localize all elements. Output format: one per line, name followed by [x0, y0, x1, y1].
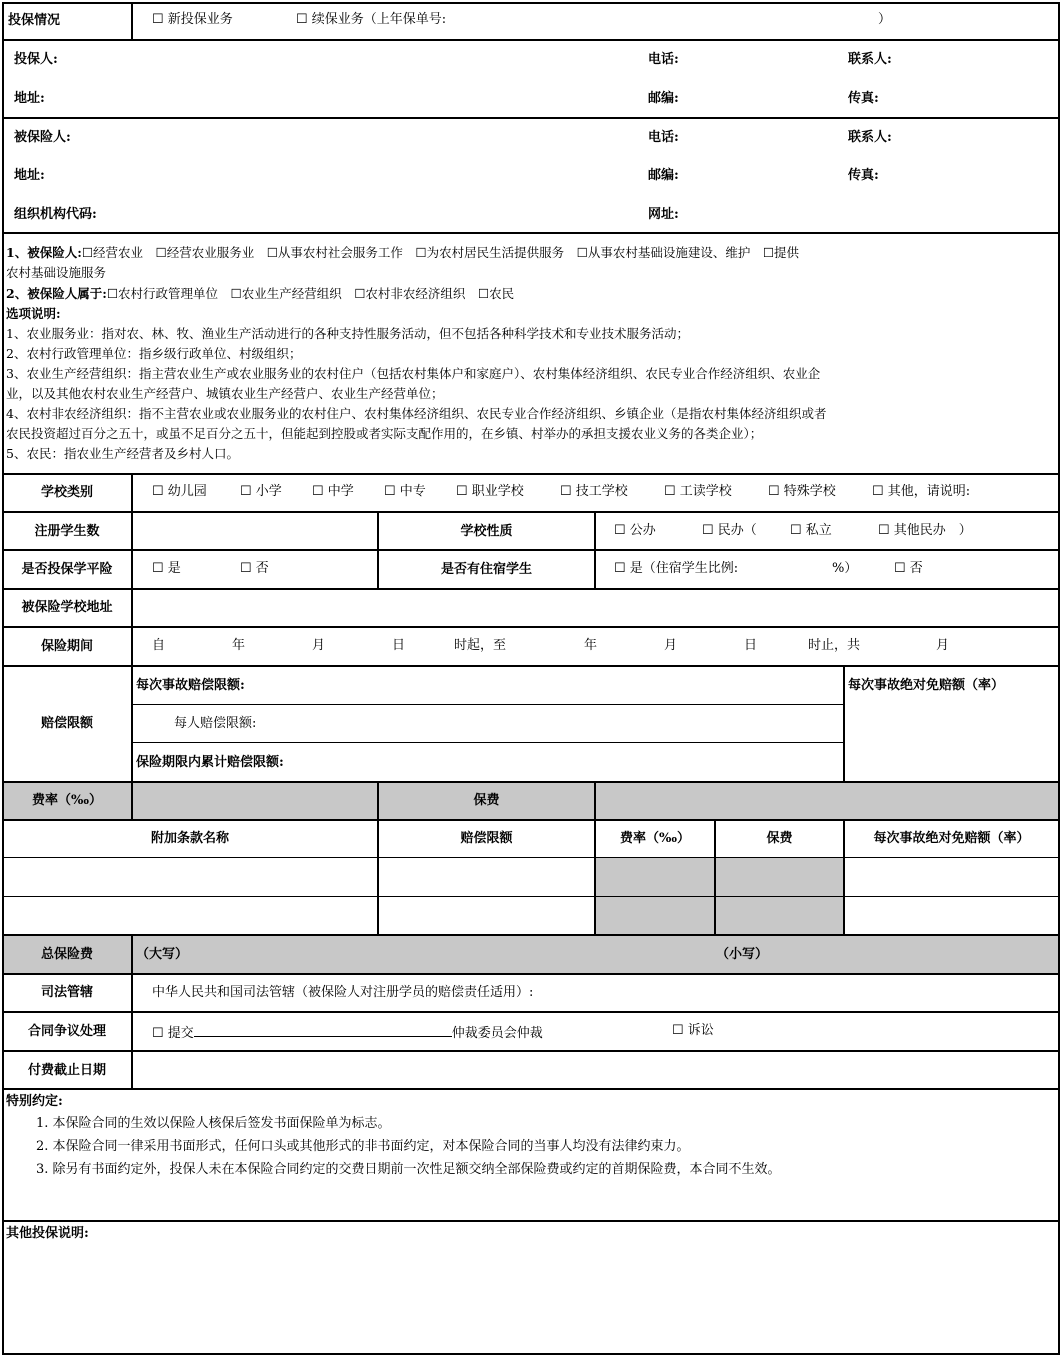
school-type-middle[interactable]: ☐ 中学: [312, 484, 354, 499]
col-rule: [131, 473, 133, 820]
explain-3a: 3、农业生产经营组织：指主营农业生产或农业服务业的农村住户（包括农村集体户和家庭户）、农村集体经济组织、农民专业合作经济组织、农业企: [6, 366, 821, 381]
col-rule: [131, 2, 133, 40]
peace-no-checkbox[interactable]: ☐ 否: [240, 561, 269, 576]
dispute-litigation-checkbox[interactable]: ☐ 诉讼: [672, 1023, 714, 1038]
rule: [2, 588, 1060, 590]
jurisdiction-text: 中华人民共和国司法管辖（被保险人对注册学员的赔偿责任适用）:: [152, 985, 534, 1000]
nature-private-checkbox[interactable]: ☐ 民办（: [702, 523, 757, 538]
insured-phone-label: 电话:: [648, 130, 679, 145]
special-agreement-label: 特别约定:: [6, 1094, 63, 1109]
rule: [2, 473, 1060, 475]
period-from: 自: [152, 638, 166, 653]
period-end-total: 时止，共: [808, 638, 861, 653]
rule: [2, 934, 1060, 936]
period-day-1: 日: [392, 638, 406, 653]
deductible-label: 每次事故绝对免赔额（率）: [848, 678, 1005, 693]
aggregate-limit-label: 保险期限内累计赔偿限额:: [136, 755, 284, 770]
renewal-close-paren: ）: [878, 12, 892, 27]
jurisdiction-label: 司法管辖: [40, 985, 93, 1000]
period-day-2: 日: [744, 638, 758, 653]
nature-public-checkbox[interactable]: ☐ 公办: [614, 523, 656, 538]
rule: [2, 549, 1060, 551]
total-capital-label: （大写）: [136, 947, 189, 962]
applicant-address-label: 地址:: [14, 91, 45, 106]
other-notes-label: 其他投保说明:: [6, 1226, 89, 1241]
school-address-label: 被保险学校地址: [21, 600, 113, 615]
border-right: [1058, 2, 1060, 1355]
insured-postcode-label: 邮编:: [648, 168, 679, 183]
period-label: 保险期间: [40, 639, 93, 654]
explain-1: 1、农业服务业：指对农、林、牧、渔业生产活动进行的各种支持性服务活动，但不包括各种科学技术和专业技术服务活动；: [6, 326, 689, 341]
insured-name-label: 被保险人:: [14, 130, 71, 145]
school-type-secondary-vocational[interactable]: ☐ 中专: [384, 484, 426, 499]
options-explain-heading: 选项说明:: [6, 306, 61, 321]
insured-fax-label: 传真:: [848, 168, 879, 183]
arbitration-body-blank[interactable]: [194, 1023, 452, 1037]
col-rule: [594, 781, 596, 820]
rule: [2, 626, 1060, 628]
rule: [2, 781, 1060, 783]
insured-belongs-head: 2、被保险人属于:: [6, 286, 107, 301]
col-rule: [843, 665, 845, 782]
insured-type-options[interactable]: ☐经营农业 ☐经营农业服务业 ☐从事农村社会服务工作 ☐为农村居民生活提供服务 ☐从事农村基础设施建设、维护 ☐提供: [81, 245, 800, 260]
insured-contact-label: 联系人:: [848, 130, 892, 145]
applicant-name-label: 投保人:: [14, 52, 58, 67]
rule: [2, 819, 1060, 821]
rule: [132, 742, 844, 743]
addl-header-rate: 费率（‰）: [619, 831, 690, 846]
rule: [2, 973, 1060, 975]
applicant-contact-label: 联系人:: [848, 52, 892, 67]
renewal-checkbox[interactable]: ☐ 续保业务（上年保单号:: [296, 12, 447, 27]
addl-header-deductible: 每次事故绝对免赔额（率）: [873, 831, 1030, 846]
payment-deadline-label: 付费截止日期: [27, 1063, 106, 1078]
school-type-primary[interactable]: ☐ 小学: [240, 484, 282, 499]
registered-students-label: 注册学生数: [34, 524, 100, 539]
rule: [2, 1088, 1060, 1090]
period-month-1: 月: [312, 638, 326, 653]
period-year-1: 年: [232, 638, 246, 653]
boarding-label: 是否有住宿学生: [440, 562, 532, 577]
insured-belongs-line: [6, 286, 514, 302]
limits-label: 赔偿限额: [40, 716, 93, 731]
nature-private-sub-checkbox[interactable]: ☐ 私立: [790, 523, 832, 538]
applicant-fax-label: 传真:: [848, 91, 879, 106]
addl-header-premium: 保费: [766, 831, 793, 846]
rule: [2, 1050, 1060, 1052]
explain-2: 2、农村行政管理单位：指乡级行政单位、村级组织；: [6, 346, 302, 361]
rule: [2, 1011, 1060, 1013]
rule: [2, 857, 1060, 858]
dispute-submit-checkbox[interactable]: ☐ 提交: [152, 1026, 194, 1041]
rule: [2, 232, 1060, 234]
peace-insurance-label: 是否投保学平险: [21, 562, 113, 577]
school-type-kindergarten[interactable]: ☐ 幼儿园: [152, 484, 207, 499]
explain-4b: 农民投资超过百分之五十，或虽不足百分之五十，但能起到控股或者实际支配作用的，在乡镇、村举办的承担支援农业义务的各类企业）；: [6, 426, 763, 441]
period-start-to: 时起，至: [454, 638, 507, 653]
period-year-2: 年: [584, 638, 598, 653]
arbitration-text: 仲裁委员会仲裁: [451, 1026, 543, 1041]
rate-label: 费率（‰）: [31, 793, 102, 808]
boarding-yes-checkbox[interactable]: ☐ 是（住宿学生比例:: [614, 561, 739, 576]
col-rule: [131, 934, 133, 1089]
insured-type-line: [6, 245, 799, 261]
insured-belongs-options[interactable]: ☐农村行政管理单位 ☐农业生产经营组织 ☐农村非农经济组织 ☐农民: [106, 286, 515, 301]
total-premium-label: 总保险费: [40, 947, 93, 962]
total-small-label: （小写）: [716, 947, 769, 962]
school-type-label: 学校类别: [40, 485, 93, 500]
explain-5: 5、农民：指农业生产经营者及乡村人口。: [6, 446, 239, 461]
boarding-percent: %）: [832, 561, 858, 576]
insured-org-code-label: 组织机构代码:: [14, 207, 97, 222]
peace-yes-checkbox[interactable]: ☐ 是: [152, 561, 181, 576]
rule: [2, 117, 1060, 119]
border-bottom: [2, 1353, 1060, 1355]
insured-type-head: 1、被保险人:: [6, 245, 82, 260]
col-rule: [594, 511, 596, 589]
school-type-other[interactable]: ☐ 其他，请说明:: [872, 484, 971, 499]
school-type-reform[interactable]: ☐ 工读学校: [664, 484, 732, 499]
new-business-checkbox[interactable]: ☐ 新投保业务: [152, 12, 233, 27]
explain-4a: 4、农村非农经济组织：指不主营农业或农业服务业的农村住户、农村集体经济组织、农民专业合作经济组织、乡镇企业（是指农村集体经济组织或者: [6, 406, 827, 421]
dispute-label: 合同争议处理: [27, 1024, 106, 1039]
rule: [2, 1220, 1060, 1222]
period-month-2: 月: [664, 638, 678, 653]
border-left: [2, 2, 4, 1355]
nature-other-checkbox[interactable]: ☐ 其他民办 ）: [878, 523, 972, 538]
special-item-2: 2. 本保险合同一律采用书面形式，任何口头或其他形式的非书面约定，对本保险合同的当事人均没有法律约束力。: [36, 1139, 690, 1154]
rule: [2, 665, 1060, 667]
insured-address-label: 地址:: [14, 168, 45, 183]
rule: [132, 704, 844, 705]
school-type-special[interactable]: ☐ 特殊学校: [768, 484, 836, 499]
per-person-limit-label: 每人赔偿限额:: [174, 716, 257, 731]
applicant-postcode-label: 邮编:: [648, 91, 679, 106]
addl-header-limit: 赔偿限额: [460, 831, 513, 846]
insured-website-label: 网址:: [648, 207, 679, 222]
school-type-vocational[interactable]: ☐ 职业学校: [456, 484, 524, 499]
border-top: [2, 2, 1060, 4]
school-nature-label: 学校性质: [460, 524, 513, 539]
period-months: 月: [936, 638, 950, 653]
rule: [2, 511, 1060, 513]
special-item-3: 3. 除另有书面约定外，投保人未在本保险合同约定的交费日期前一次性足额交纳全部保险费或约定的首期保险费，本合同不生效。: [36, 1162, 781, 1177]
school-type-technical[interactable]: ☐ 技工学校: [560, 484, 628, 499]
boarding-no-checkbox[interactable]: ☐ 否: [894, 561, 923, 576]
per-accident-limit-label: 每次事故赔偿限额:: [136, 678, 245, 693]
rule: [2, 39, 1060, 41]
explain-3b: 业，以及其他农村农业生产经营户、城镇农业生产经营户、农业生产经营单位；: [6, 386, 444, 401]
insured-type-line-cont: 农村基础设施服务: [6, 265, 107, 280]
section-label-coverage: 投保情况: [8, 13, 61, 28]
special-item-1: 1. 本保险合同的生效以保险人核保后签发书面保险单为标志。: [36, 1116, 391, 1131]
addl-header-name: 附加条款名称: [150, 831, 229, 846]
applicant-phone-label: 电话:: [648, 52, 679, 67]
dispute-option-line: [152, 1023, 543, 1042]
premium-label: 保费: [473, 793, 500, 808]
rule: [2, 896, 1060, 897]
